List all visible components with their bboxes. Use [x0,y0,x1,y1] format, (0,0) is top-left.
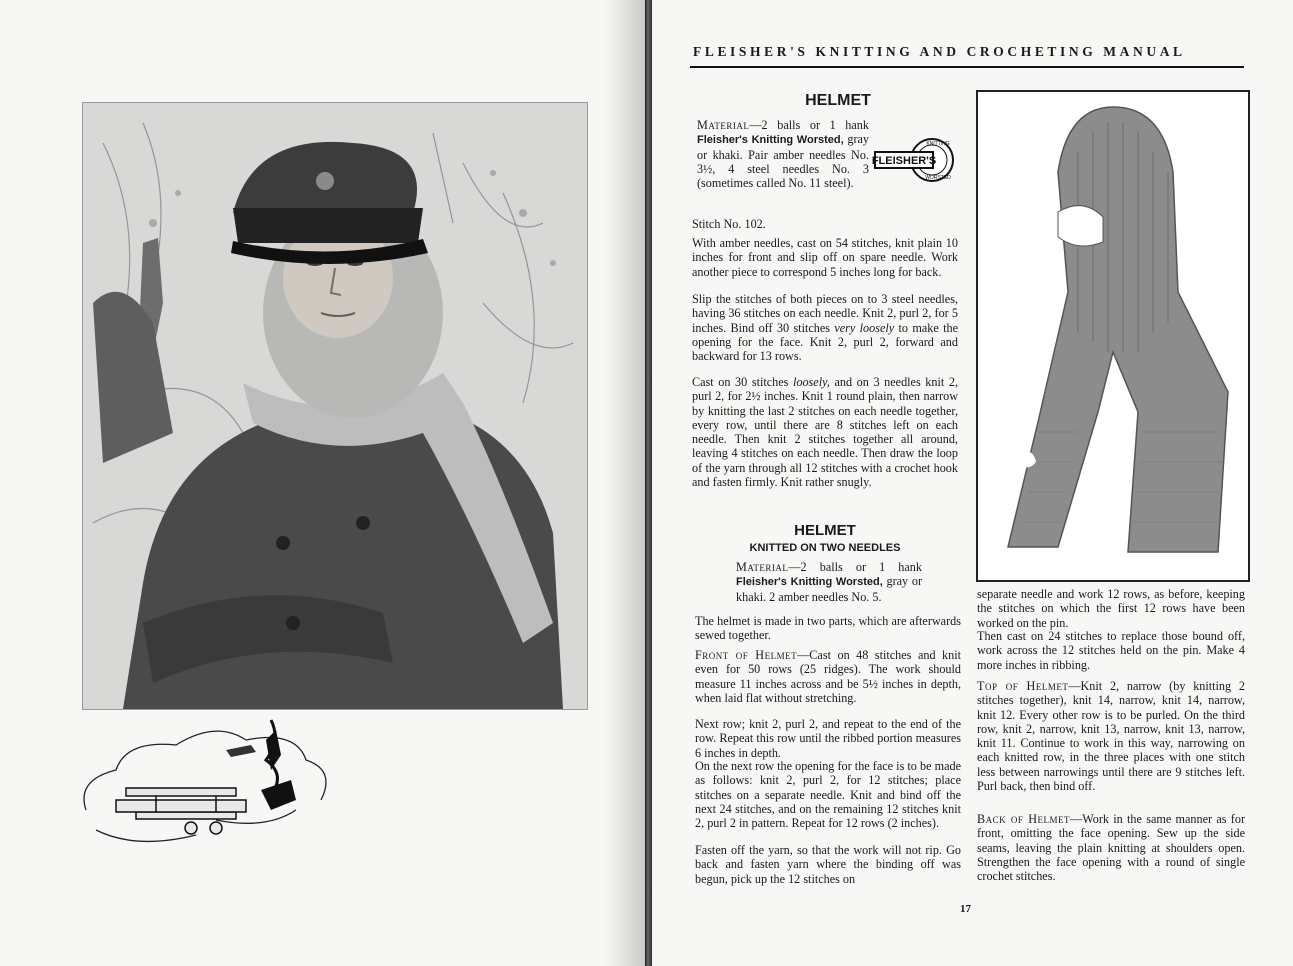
knitted-helmet-photo [976,90,1250,582]
top-of-helmet [977,679,1245,793]
face-opening-paragraph: On the next row the opening for the face is to be made as follows: knit 2, purl 2, for 12 stitches; place stitches on a separate needle. Knit and bind off the next 24 stitches, and on the remaining 12 stitches knit 2, purl 2 in pattern. Repeat for 12 rows (2 inches). [695,759,961,831]
header-rule [690,66,1244,68]
paragraph-2-text: Slip the stitches of both pieces on to 3 steel needles, having 36 stitches on each needle. Knit 2, purl 2, for 5 inches. Bind off 30 stitches [692,292,958,335]
helmet-material [697,118,869,190]
paragraph-3-text: Cast on 30 stitches [692,375,793,389]
helmet-paragraph-1: With amber needles, cast on 54 stitches, knit plain 10 inches for front and slip off on spare needle. Work another piece to correspond 5 inches long for back. [692,236,958,279]
material-label-2: Material [736,560,789,574]
back-text: —Work in the same manner as for front, omitting the face opening. Sew up the side seams, leaving the plain knitting at shoulders open. Strengthen the face opening with a round of single crochet stitches. [977,812,1246,884]
left-page [0,0,645,966]
svg-text:FLEISHER'S: FLEISHER'S [872,155,937,167]
page-number: 17 [960,903,971,915]
back-label: Back of Helmet [977,812,1071,826]
top-label: Top of Helmet [977,679,1069,693]
fasten-paragraph: Fasten off the yarn, so that the work will not rip. Go back and fasten yarn where the binding off was begun, pick up the 12 stitches on [695,843,961,886]
helmet-two-needles-subtitle: KNITTED ON TWO NEEDLES [749,542,901,554]
front-text: —Cast on 48 stitches and knit even for 50 rows (25 ridges). The work should measure 11 inches across and be 5½ inches in depth, when laid flat without stretching. [695,648,962,705]
airplane-dogfight-vignette [66,700,342,850]
paragraph-3-text-end: and on 3 needles knit 2, purl 2, for 2½ inches. Knit 1 round plain, then narrow by knitting the last 2 stitches on each needle together, every row, until there are 8 stitches left on each needle. Then knit 2 stitches together all around, leaving 4 stitches on each needle. Then draw the loop of the yarn through all 12 stitches with a crochet hook and fasten firmly. Knit rather snugly. [692,375,958,490]
fleishers-worsted-badge-logo [872,137,954,183]
svg-text:KNITTING: KNITTING [926,141,950,147]
svg-text:WORSTED: WORSTED [925,175,951,181]
soldier-portrait-photo [82,102,588,710]
continuation-paragraph: separate needle and work 12 rows, as before, keeping the stitches on which the first 12 rows have been worked on the pin. [977,587,1245,630]
book-spine [645,0,652,966]
helmet-two-intro: The helmet is made in two parts, which are afterwards sewed together. [695,614,961,643]
cast-on-paragraph: Then cast on 24 stitches to replace those bound off, work across the 12 stitches held on the pin. Make 4 more inches in ribbing. [977,629,1245,672]
helmet-paragraph-3 [692,375,958,489]
material-details: gray or khaki. Pair amber needles No. 3½, 4 steel needles No. 3 (sometimes called No. 11 steel). [697,132,869,191]
back-of-helmet [977,812,1245,883]
material-amount: —2 balls or 1 hank [749,118,869,132]
material-brand: Fleisher's Knitting Worsted, [697,134,844,147]
top-text: —Knit 2, narrow (by knitting 2 stitches together), knit 14, narrow, knit 14, narrow, knit 12. Every other row is to be purled. On the third row, knit 2, narrow, knit 13, narrow, knit 13, narrow, knit 11. Continue to work in this way, narrowing on each knitted row, in the three places with one stitch less between narrowings until there are 9 stitches left. Purl back, then bind off. [977,679,1245,794]
spine-shadow [605,0,645,966]
helmet-heading: HELMET [805,92,871,109]
helmet-two-needles-heading: HELMET [794,522,856,539]
running-title: FLEISHER'S KNITTING AND CROCHETING MANUAL [693,44,1186,59]
material-details-2: gray or khaki. 2 amber needles No. 5. [736,574,923,604]
material-brand-2: Fleisher's Knitting Worsted, [736,576,883,589]
material-label: Material [697,118,750,132]
helmet-two-material [736,560,922,604]
next-row-paragraph: Next row; knit 2, purl 2, and repeat to the end of the row. Repeat this row until the ribbed portion measures 6 inches in depth. [695,717,961,760]
material-amount-2: —2 balls or 1 hank [788,560,922,574]
front-of-helmet [695,648,961,705]
paragraph-2-italic: very loosely [834,320,895,335]
paragraph-2-text-end: to make the opening for the face. Knit 2, purl 2, forward and backward for 13 rows. [692,320,959,364]
stitch-number: Stitch No. 102. [692,217,766,231]
paragraph-3-italic: loosely, [792,375,830,389]
helmet-paragraph-2 [692,292,958,363]
front-label: Front of Helmet [695,648,798,662]
